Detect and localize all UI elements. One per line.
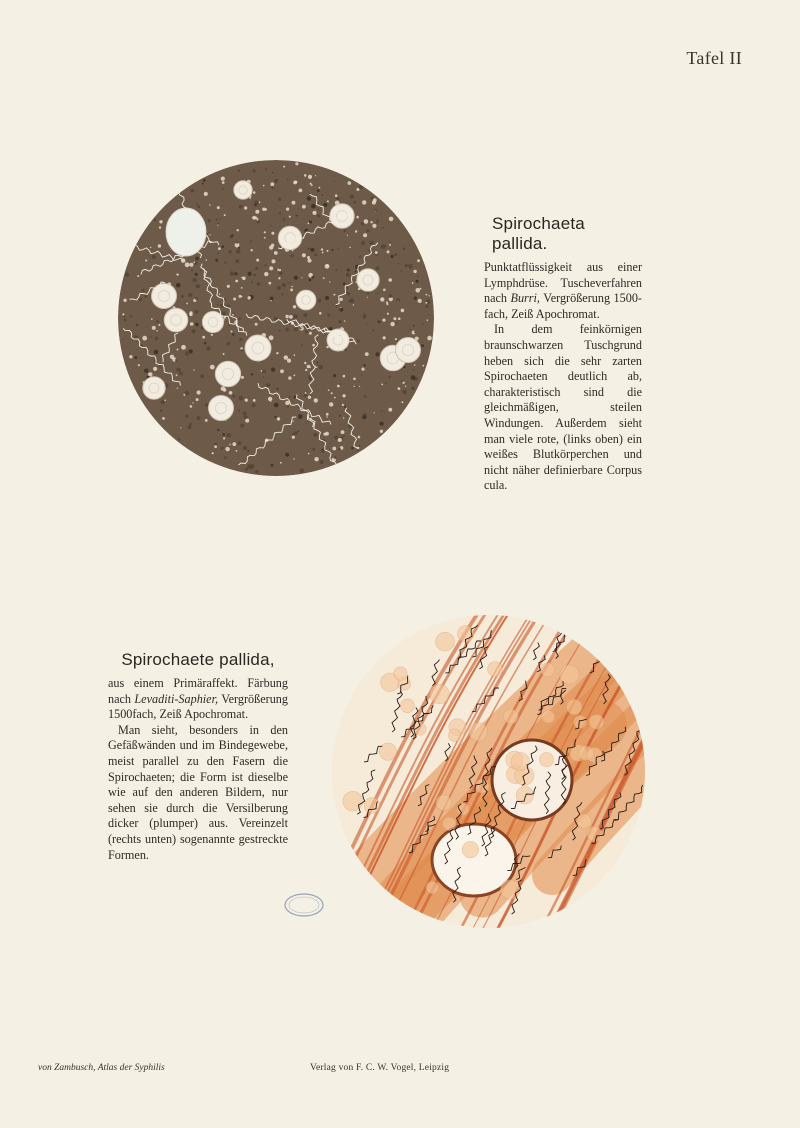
caption-top-text-b: Vergrößerung 1500-fach, Zeiß Apochromat. xyxy=(484,291,642,321)
caption-top xyxy=(484,214,642,494)
caption-bottom-text-a: aus einem Primäraffekt. Färbung nach xyxy=(108,676,288,706)
silver-stain-illustration xyxy=(332,615,645,928)
caption-top-title: Spirochaeta pallida. xyxy=(492,214,585,253)
ink-preparation-illustration xyxy=(118,160,434,476)
library-stamp-icon xyxy=(283,892,325,918)
figure-silver-stain xyxy=(332,615,645,928)
plate-number: Tafel II xyxy=(686,48,742,68)
caption-bottom-title: Spirochaete pallida, xyxy=(121,650,275,669)
caption-top-method: Burri, xyxy=(510,291,540,306)
caption-bottom-paragraph-1 xyxy=(108,676,288,723)
caption-top-text-a: Punktatflüssigkeit aus einer Lymphdrüse. Tuscheverfahren nach xyxy=(484,260,642,306)
footer-publisher: Verlag von F. C. W. Vogel, Leipzig xyxy=(310,1063,450,1073)
footer-atlas-credit: von Zambusch, Atlas der Syphilis xyxy=(38,1063,165,1073)
caption-bottom xyxy=(108,650,288,863)
figure-ink-preparation xyxy=(118,160,434,476)
caption-bottom-text-b: Vergrößerung 1500fach, Zeiß Apochromat. xyxy=(108,691,288,722)
caption-bottom-method: Levaditi-Saphier, xyxy=(134,691,219,706)
caption-top-paragraph-1 xyxy=(484,260,642,322)
caption-top-paragraph-2: In dem feinkörnigen braunschwarzen Tuschgrund heben sich die sehr zarten Spirochaeten deutlich ab, charakteristisch sind die gleichmäßigen, steilen Windungen. Außerdem sieht man viele rote, (links oben) ein weißes Blutkörperchen und nicht näher definierbare Corpus cula. xyxy=(484,322,642,493)
caption-bottom-paragraph-2: Man sieht, besonders in den Gefäßwänden und im Bindegewebe, meist parallel zu den Fasern die Spirochaeten; die Form ist dieselbe wie auf den anderen Bildern, nur sehen sie durch die Versilberung dicker (plumper) aus. Vereinzelt (rechts unten) sogenannte gestreckte Formen. xyxy=(108,722,288,862)
